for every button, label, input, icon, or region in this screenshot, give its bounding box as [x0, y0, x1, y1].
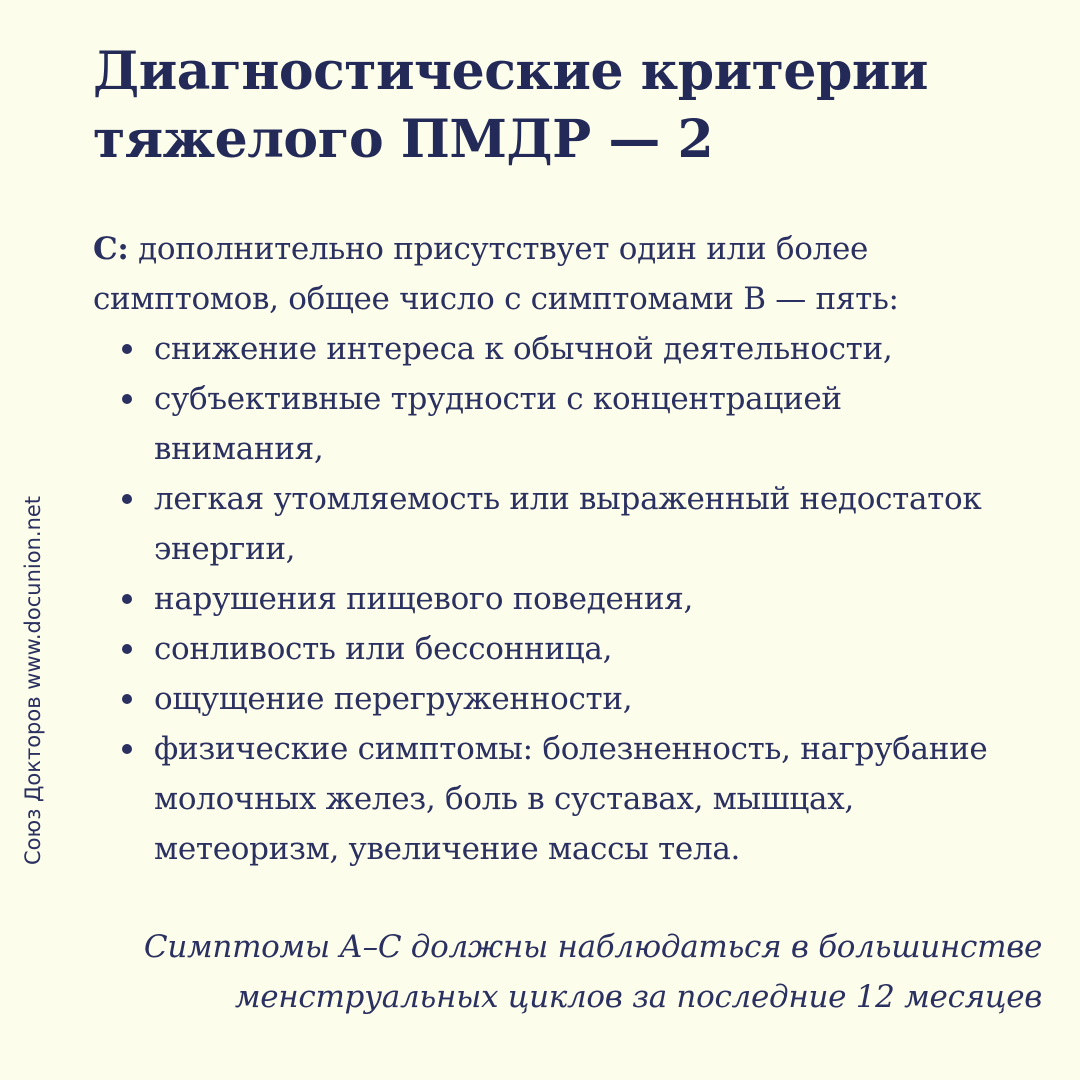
page-title [93, 38, 1053, 174]
list-item-line: субъективные трудности с концентрацией [154, 381, 842, 417]
criterion-label: С: [93, 231, 129, 267]
list-item-line: внимания, [154, 431, 324, 467]
bullet-icon [122, 344, 132, 354]
list-item [93, 324, 1053, 374]
criterion-c-intro [93, 224, 1053, 324]
list-item-line: сонливость или бессонница, [154, 631, 613, 667]
list-item-line: метеоризм, увеличение массы тела. [154, 831, 741, 867]
intro-line-1-text: дополнительно присутствует один или более [128, 231, 869, 267]
intro-line-1 [93, 224, 1053, 274]
list-item [93, 374, 1053, 474]
list-item-line: молочных желез, боль в суставах, мышцах, [154, 781, 854, 817]
list-item [93, 724, 1053, 874]
footnote [82, 922, 1042, 1022]
list-item-line: энергии, [154, 531, 296, 567]
list-item-line: ощущение перегруженности, [154, 681, 633, 717]
list-item-line: легкая утомляемость или выраженный недостаток [154, 481, 982, 517]
title-line-2: тяжелого ПМДР — 2 [93, 109, 714, 170]
list-item [93, 574, 1053, 624]
intro-line-2: симптомов, общее число с симптомами В — пять: [93, 281, 899, 317]
list-item [93, 674, 1053, 724]
title-line-1: Диагностические критерии [93, 41, 928, 102]
list-item-line: нарушения пищевого поведения, [154, 581, 694, 617]
bullet-icon [122, 694, 132, 704]
footnote-line-2: менструальных циклов за последние 12 месяцев [234, 979, 1042, 1015]
list-item [93, 474, 1053, 574]
footnote-line-1: Симптомы А–С должны наблюдаться в большинстве [143, 929, 1042, 965]
side-credit: Союз Докторов www.docunion.net [21, 495, 45, 865]
list-item [93, 624, 1053, 674]
list-item-line: снижение интереса к обычной деятельности, [154, 331, 893, 367]
bullet-icon [122, 744, 132, 754]
list-item-line: физические симптомы: болезненность, нагрубание [154, 731, 988, 767]
bullet-icon [122, 394, 132, 404]
bullet-icon [122, 494, 132, 504]
criteria-body [93, 224, 1053, 874]
bullet-icon [122, 644, 132, 654]
symptom-list [93, 324, 1053, 874]
bullet-icon [122, 594, 132, 604]
